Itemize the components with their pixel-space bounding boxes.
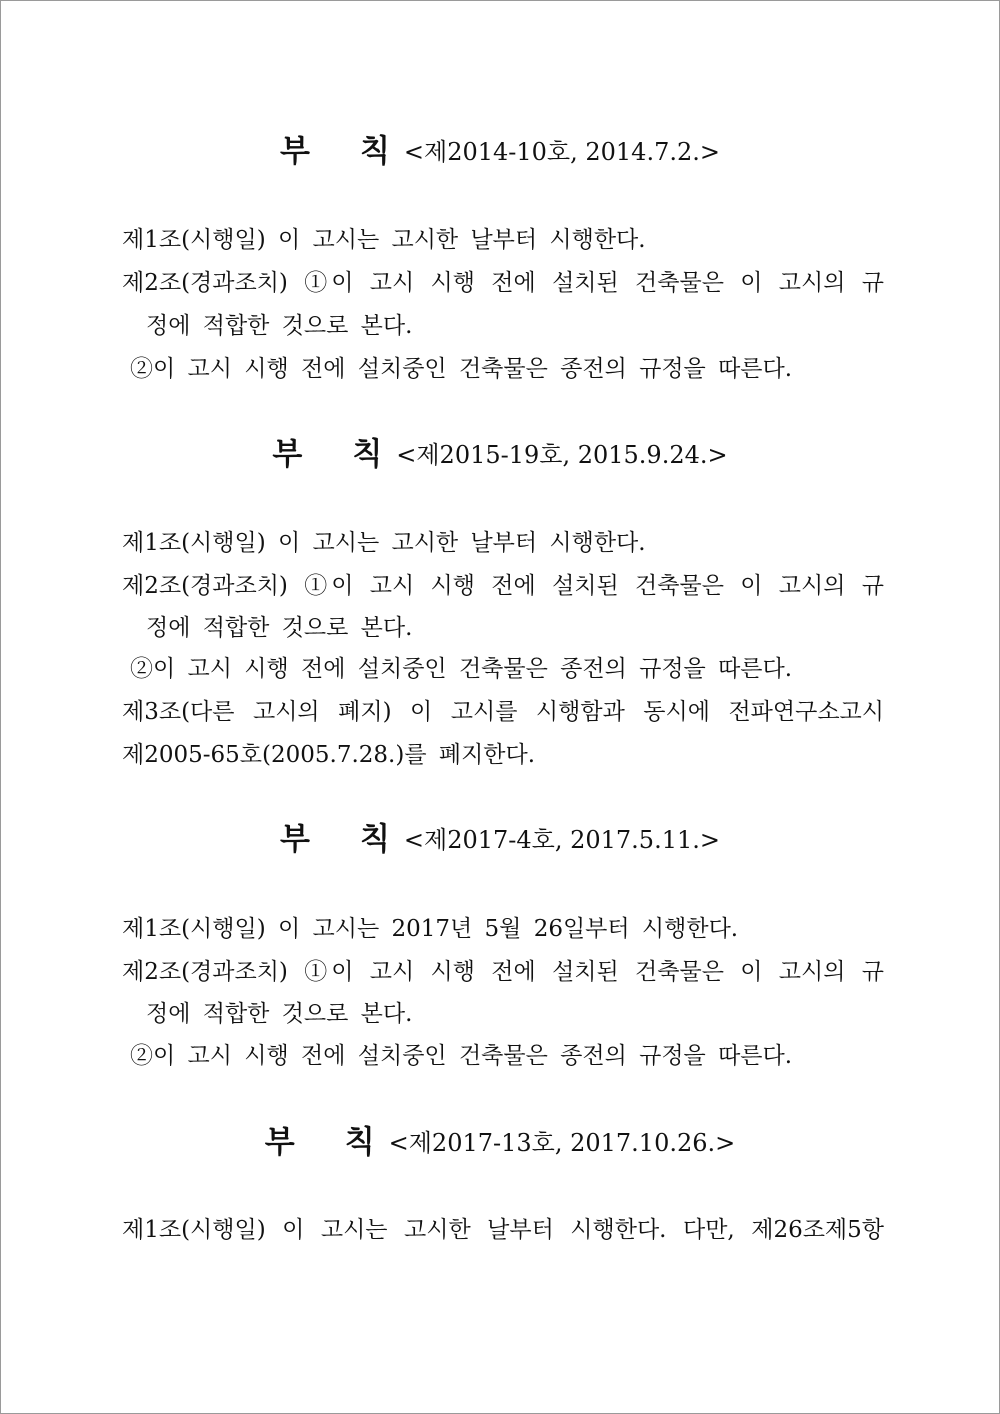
heading-amendment-note: <제2014-10호, 2014.7.2.> xyxy=(403,137,720,166)
article-continuation-line: 정에 적합한 것으로 본다. xyxy=(146,313,413,339)
supplementary-heading xyxy=(0,1122,1000,1162)
article-line: 제1조(시행일) 이 고시는 고시한 날부터 시행한다. 다만, 제26조제5항 xyxy=(122,1217,884,1243)
heading-amendment-note: <제2017-13호, 2017.10.26.> xyxy=(388,1128,736,1157)
supplementary-heading xyxy=(0,819,1000,859)
heading-char-bu: 부 xyxy=(272,436,303,473)
heading-char-chik: 칙 xyxy=(359,821,390,858)
article-continuation-line: 정에 적합한 것으로 본다. xyxy=(146,1001,413,1027)
article-continuation-line: 제2005-65호(2005.7.28.)를 폐지한다. xyxy=(122,742,536,768)
article-line: 제1조(시행일) 이 고시는 고시한 날부터 시행한다. xyxy=(122,530,646,556)
heading-char-chik: 칙 xyxy=(359,133,390,170)
supplementary-heading xyxy=(0,434,1000,474)
heading-char-bu: 부 xyxy=(280,821,310,858)
article-line: 제2조(경과조치) ①이 고시 시행 전에 설치된 건축물은 이 고시의 규 xyxy=(122,573,884,599)
article-line: 제2조(경과조치) ①이 고시 시행 전에 설치된 건축물은 이 고시의 규 xyxy=(122,270,884,296)
paragraph-line: ②이 고시 시행 전에 설치중인 건축물은 종전의 규정을 따른다. xyxy=(130,356,793,382)
article-line: 제2조(경과조치) ①이 고시 시행 전에 설치된 건축물은 이 고시의 규 xyxy=(122,959,884,985)
heading-char-chik: 칙 xyxy=(352,436,383,473)
article-line: 제3조(다른 고시의 폐지) 이 고시를 시행함과 동시에 전파연구소고시 xyxy=(122,699,884,725)
heading-amendment-note: <제2017-4호, 2017.5.11.> xyxy=(403,825,720,854)
article-line: 제1조(시행일) 이 고시는 고시한 날부터 시행한다. xyxy=(122,227,646,253)
supplementary-heading xyxy=(0,131,1000,171)
paragraph-line: ②이 고시 시행 전에 설치중인 건축물은 종전의 규정을 따른다. xyxy=(130,1043,793,1069)
paragraph-line: ②이 고시 시행 전에 설치중인 건축물은 종전의 규정을 따른다. xyxy=(130,656,793,682)
heading-amendment-note: <제2015-19호, 2015.9.24.> xyxy=(396,440,728,469)
heading-char-bu: 부 xyxy=(280,133,310,170)
article-continuation-line: 정에 적합한 것으로 본다. xyxy=(146,615,413,641)
heading-char-chik: 칙 xyxy=(344,1124,375,1161)
article-line: 제1조(시행일) 이 고시는 2017년 5월 26일부터 시행한다. xyxy=(122,916,739,942)
heading-char-bu: 부 xyxy=(264,1124,295,1161)
